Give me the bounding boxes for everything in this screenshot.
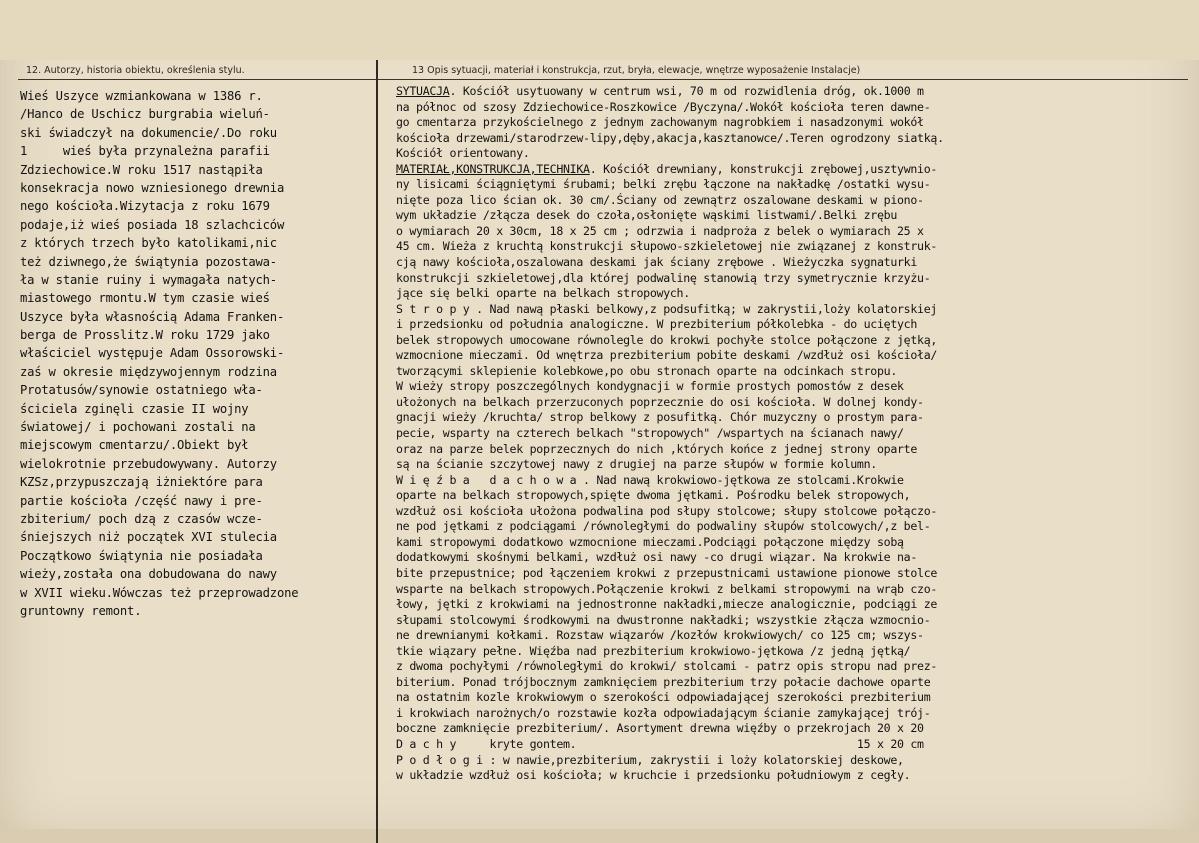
description-text-line (396, 208, 944, 224)
history-text-line: w XVII wieku.Wówczas też przeprowadzone (20, 585, 299, 600)
description-text-line (396, 675, 944, 691)
description-text-line (396, 706, 944, 722)
description-text: z dwoma pochyłymi /równoległymi do krokwi/ stolcami - patrz opis stropu nad prez- (396, 659, 938, 674)
description-text: ne pod jętkami z podciągami /równoległymi do podwaliny słupów stolcowych/,z bel- (396, 519, 931, 534)
history-text-line: Protatusów/synowie ostatniego wła- (20, 383, 263, 398)
description-text-line (396, 100, 944, 116)
description-text-line (396, 426, 944, 442)
description-text: na północ od szosy Zdziechowice-Roszkowice /Byczyna/.Wokół kościoła teren dawne- (396, 99, 931, 114)
description-text: gnacji wieży /kruchta/ strop belkowy z posufitką. Chór muzyczny o prostym para- (396, 410, 924, 425)
description-text-line (396, 271, 944, 287)
section-12-header: 12. Autorzy, historia obiektu, określenia stylu. (26, 65, 245, 76)
history-text-line: Wieś Uszyce wzmiankowana w 1386 r. (20, 89, 263, 103)
description-text: oraz na parze belek poprzecznych do nich ,których końce z jednej strony oparte (396, 441, 918, 456)
history-text-line: nego kościoła.Wizytacja z roku 1679 (20, 199, 270, 214)
history-text-line: Zdziechowice.W roku 1517 nastąpiła (20, 162, 263, 177)
description-text: kami stropowymi dodatkowo wzmocnione mieczami.Podciągi połączone między sobą (396, 534, 904, 549)
description-text: cją nawy kościoła,oszalowana deskami jak ściany zrębowe . Wieżyczka sygnaturki (396, 255, 918, 270)
history-text-line: wieży,została ona dobudowana do nawy (20, 567, 277, 582)
description-text-line (396, 255, 944, 271)
description-text-line (396, 659, 944, 675)
description-text-line (396, 519, 944, 535)
history-text-line: też dziwnego,że świątynia pozostawa- (20, 254, 277, 269)
history-text-line: 1 wieś była przynależna parafii (20, 144, 270, 159)
history-text-line: Uszyce była własnością Adama Franken- (20, 309, 285, 324)
header-divider (18, 79, 1188, 80)
description-text: wzmocnione mieczami. Od wnętrza prezbiterium pobite deskami /wzdłuż osi kościoła/ (396, 348, 938, 363)
section-13-header: 13 Opis sytuacji, materiał i konstrukcja, rzut, bryła, elewacje, wnętrze wyposażenie Instalacje) (412, 65, 861, 76)
description-text-line (396, 690, 944, 706)
description-text: bite przepustnice; pod łączeniem krokwi z przepustnicami ustawione pionowe stolce (396, 565, 938, 580)
description-text-line (396, 721, 944, 737)
description-text-line (396, 239, 944, 255)
history-text-line: śniejszych niż początek XVI stulecia (20, 530, 277, 545)
description-text-block (396, 84, 944, 784)
description-text: S t r o p y . Nad nawą płaski belkowy,z podsufitką; w zakrystii,loży kolatorskiej (396, 301, 938, 316)
description-text: pecie, wsparty na czterech belkach "stropowych" /wspartych na ścianach nawy/ (396, 426, 904, 441)
description-text: w układzie wzdłuż osi kościoła; w kruchcie i przedsionku południowym z cegły. (396, 768, 911, 783)
description-text-line (396, 644, 944, 660)
description-text: i krokwiach narożnych/o rozstawie kozła odpowiadającym ścianie zamykającej trój- (396, 705, 931, 720)
description-text-line (396, 224, 944, 240)
section-heading: MATERIAŁ,KONSTRUKCJA,TECHNIKA (396, 161, 590, 176)
description-text-line (396, 193, 944, 209)
description-text-line (396, 504, 944, 520)
description-text: tkie wiązary pełne. Więźba nad prezbiterium krokwiowo-jętkowa /z jedną jętką/ (396, 643, 911, 658)
description-text: wym układzie /złącza desek do czoła,osłonięte wąskimi listwami/.Belki zrębu (396, 208, 898, 223)
description-text-line (396, 302, 944, 318)
description-text: oparte na belkach stropowych,spięte dwoma jętkami. Pośrodku belek stropowych, (396, 488, 911, 503)
history-text-line: właściciel występuje Adam Ossorowski- (20, 346, 285, 361)
description-text: o wymiarach 20 x 30cm, 18 x 25 cm ; odrzwia i nadproża z belek o wymiarach 25 x (396, 223, 924, 238)
description-text-line (396, 317, 944, 333)
history-text-line: wielokrotnie przebudowywany. Autorzy (20, 456, 277, 471)
description-text-line (396, 379, 944, 395)
history-text-line: KZSz,przypuszczają iżniektóre para (20, 475, 263, 490)
description-text-line (396, 737, 944, 753)
description-text: . Kościół usytuowany w centrum wsi, 70 m od rozwidlenia dróg, ok.1000 m (449, 84, 924, 98)
description-text: P o d ł o g i : w nawie,prezbiterium, zakrystii i loży kolatorskiej deskowe, (396, 752, 904, 767)
history-text-line: gruntowny remont. (20, 603, 142, 618)
history-text-line: miejscowym cmentarzu/.Obiekt był (20, 438, 249, 453)
description-text-line (396, 146, 944, 162)
history-text-line: partie kościoła /część nawy i pre- (20, 493, 263, 508)
history-text-line: podaje,iż wieś posiada 18 szlachciców (20, 217, 285, 232)
description-text: nięte poza lico ścian ok. 30 cm/.Ściany od zewnątrz oszalowane deskami w piono- (396, 192, 924, 207)
description-text: go cmentarza przykościelnego z jednym zachowanym nagrobkiem i nasadzonymi wokół (396, 115, 924, 130)
description-text-line (396, 550, 944, 566)
description-text-line (396, 410, 944, 426)
description-text: boczne zamknięcie prezbiterium/. Asortyment drewna więźby o przekrojach 20 x 20 (396, 721, 924, 736)
history-text-line: ski świadczył na dokumencie/.Do roku (20, 125, 277, 140)
description-text-line (396, 753, 944, 769)
description-text: ne drewnianymi kołkami. Rozstaw wiązarów /kozłów krokwiowych/ co 125 cm; wszys- (396, 628, 924, 643)
description-text: są na ścianie szczytowej nawy z drugiej na parze słupów w formie kolumn. (396, 457, 877, 472)
description-text-line (396, 628, 944, 644)
description-text-line (396, 162, 944, 178)
description-text-line (396, 333, 944, 349)
description-text: ułożonych na belkach przerzuconych poprzecznie do osi kościoła. W dolnej kondy- (396, 394, 924, 409)
description-text: jące się belki oparte na belkach stropowych. (396, 286, 690, 301)
history-text-line: zbiterium/ poch dzą z czasów wcze- (20, 511, 263, 526)
description-text-line (396, 582, 944, 598)
paper-bottom-edge (0, 829, 1199, 843)
description-text-line (396, 566, 944, 582)
description-text: konstrukcji szkieletowej,dla której podwalinę stanowią trzy symetrycznie krzyżu- (396, 270, 931, 285)
description-text: belek stropowych umocowane równolegle do krokwi pochyłe stolce połączone z jętką, (396, 332, 938, 347)
history-text-line: ściciela zginęli czasie II wojny (20, 401, 249, 416)
description-text-line (396, 115, 944, 131)
history-text-block (20, 87, 298, 620)
history-text-line: konsekracja nowo wzniesionego drewnia (20, 180, 285, 195)
history-text-line: zaś w okresie międzywojennym rodzina (20, 364, 277, 379)
description-text-line (396, 768, 944, 784)
description-text-line (396, 177, 944, 193)
paper-top-edge (0, 0, 1199, 60)
description-text-line (396, 395, 944, 411)
description-text: 45 cm. Wieża z kruchtą konstrukcji słupowo-szkieletowej nie związanej z konstruk- (396, 239, 938, 254)
description-text-line (396, 364, 944, 380)
description-text-line (396, 348, 944, 364)
history-text-line: miastowego rmontu.W tym czasie wieś (20, 291, 270, 306)
description-text-line (396, 613, 944, 629)
description-text: D a c h y kryte gontem. 15 x 20 cm (396, 736, 924, 751)
history-text-line: berga de Prosslitz.W roku 1729 jako (20, 328, 270, 343)
description-text-line (396, 286, 944, 302)
description-text: słupami stolcowymi środkowymi na dwustronne nakładki; wszystkie złącza wzmocnio- (396, 612, 931, 627)
description-text: tworzącymi sklepienie kolebkowe,po obu stronach oparte na odcinkach stropu. (396, 363, 898, 378)
description-text: i przedsionku od południa analogiczne. W prezbiterium półkolebka - do uciętych (396, 317, 918, 332)
description-text: wzdłuż osi kościoła ułożona podwalina pod słupy stolcowe; słupy stolcowe połączo- (396, 503, 938, 518)
description-text: W wieży stropy poszczególnych kondygnacji w formie prostych pomostów z desek (396, 379, 904, 394)
description-text: Kościół orientowany. (396, 146, 530, 161)
description-text-line (396, 473, 944, 489)
history-text-line: światowej/ i pochowani zostali na (20, 420, 256, 435)
description-text: na ostatnim kozle krokwiowym o szerokości odpowiadającej szerokości prezbiterium (396, 690, 931, 705)
description-text-line (396, 457, 944, 473)
history-text-line: ła w stanie ruiny i wymagała natych- (20, 272, 277, 287)
description-text-line (396, 84, 944, 100)
description-text-line (396, 597, 944, 613)
description-text: dodatkowymi skośnymi belkami, wzdłuż osi nawy -co drugi wiązar. Na krokwie na- (396, 550, 918, 565)
description-text-line (396, 442, 944, 458)
description-text: . Kościół drewniany, konstrukcji zrębowej,usztywnio- (589, 161, 938, 176)
description-text: kościoła drzewami/starodrzew-lipy,dęby,akacja,kasztanowce/.Teren ogrodzony siatką. (396, 130, 944, 145)
description-text-line (396, 535, 944, 551)
description-text: wsparte na belkach stropowych.Połączenie krokwi z belkami stropowymi na wrąb czo- (396, 581, 938, 596)
column-divider (376, 60, 378, 843)
history-text-line: z których trzech było katolikami,nic (20, 236, 277, 251)
description-text: W i ę ź b a d a c h o w a . Nad nawą krokwiowo-jętkowa ze stolcami.Krokwie (396, 472, 904, 487)
description-text: ny lisicami ściągniętymi śrubami; belki zrębu łączone na nakładkę /ostatki wysu- (396, 177, 931, 192)
section-heading: SYTUACJA (396, 84, 450, 98)
description-text: łowy, jętki z krokwiami na jednostronne nakładki,miecze analogicznie, podciągi ze (396, 597, 938, 612)
description-text: biterium. Ponad trójbocznym zamknięciem prezbiterium trzy połacie dachowe oparte (396, 674, 931, 689)
description-text-line (396, 131, 944, 147)
description-text-line (396, 488, 944, 504)
history-text-line: /Hanco de Uschicz burgrabia wieluń- (20, 107, 270, 122)
history-text-line: Początkowo świątynia nie posiadała (20, 548, 263, 563)
